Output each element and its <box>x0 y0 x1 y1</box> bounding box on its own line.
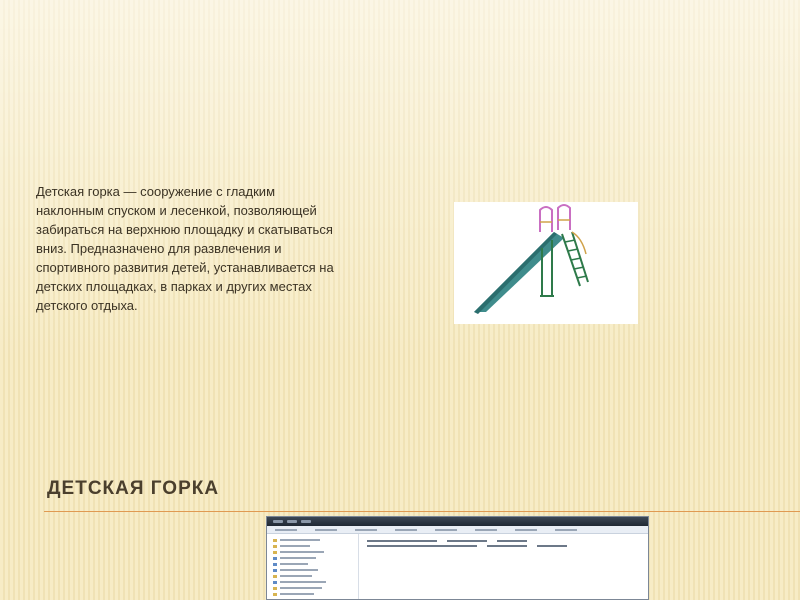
folder-icon <box>273 575 277 578</box>
ladder-rung <box>565 240 575 242</box>
playground-slide-icon <box>454 202 638 324</box>
embedded-sidebar-item-label <box>280 539 320 541</box>
embedded-sidebar-item-label <box>280 569 318 571</box>
slide-chute-edge <box>474 232 557 314</box>
embedded-sidebar-item-label <box>280 575 312 577</box>
folder-icon <box>273 545 277 548</box>
library-icon <box>273 557 277 560</box>
embedded-sidebar-item-label <box>280 587 322 589</box>
ladder-rung <box>577 276 587 278</box>
embedded-body <box>267 534 648 600</box>
embedded-sidebar-item-label <box>280 593 314 595</box>
embedded-sidebar-item <box>273 591 358 597</box>
embedded-column <box>475 529 497 531</box>
embedded-file-name <box>367 540 437 542</box>
slide-body-text: Детская горка — сооружение с гладким наклонным спуском и лесенкой, позволяющей забираться на верхнюю площадку и скатываться вниз. Предназначено для развлечения и спортивного развития детей, устанавливается на детских площадках, в парках и других местах детского отдыха. <box>36 184 334 313</box>
drive-icon <box>273 593 277 596</box>
embedded-column <box>275 529 297 531</box>
embedded-column-headers <box>267 526 648 534</box>
title-divider <box>44 511 800 512</box>
slide-picture <box>454 202 638 324</box>
embedded-file-list <box>359 534 648 600</box>
embedded-file-row <box>367 543 648 548</box>
embedded-sidebar-item-label <box>280 545 310 547</box>
embedded-file-meta <box>537 545 567 547</box>
embedded-file-meta <box>447 540 487 542</box>
library-icon <box>273 569 277 572</box>
ladder-rung <box>571 258 581 260</box>
embedded-sidebar-item-label <box>280 557 316 559</box>
embedded-toolbar-item <box>273 520 283 523</box>
embedded-file-meta <box>497 540 527 542</box>
embedded-toolbar-item <box>301 520 311 523</box>
embedded-file-name <box>367 545 477 547</box>
embedded-column <box>555 529 577 531</box>
embedded-explorer-screenshot <box>266 516 649 600</box>
ladder-rung <box>568 249 578 251</box>
embedded-column <box>395 529 417 531</box>
embedded-toolbar-item <box>287 520 297 523</box>
embedded-sidebar-item-label <box>280 581 326 583</box>
embedded-column <box>355 529 377 531</box>
folder-icon <box>273 539 277 542</box>
computer-icon <box>273 581 277 584</box>
embedded-sidebar-item-label <box>280 551 324 553</box>
embedded-column <box>515 529 537 531</box>
handrail-left <box>540 207 552 232</box>
embedded-sidebar-item-label <box>280 563 308 565</box>
handrail-right <box>558 205 570 230</box>
slide-title: ДЕТСКАЯ ГОРКА <box>47 478 220 499</box>
embedded-column <box>315 529 337 531</box>
library-icon <box>273 563 277 566</box>
embedded-column <box>435 529 457 531</box>
embedded-sidebar <box>267 534 359 600</box>
folder-icon <box>273 551 277 554</box>
embedded-toolbar <box>267 517 648 526</box>
embedded-file-meta <box>487 545 527 547</box>
ladder-rung <box>574 267 584 269</box>
drive-icon <box>273 587 277 590</box>
